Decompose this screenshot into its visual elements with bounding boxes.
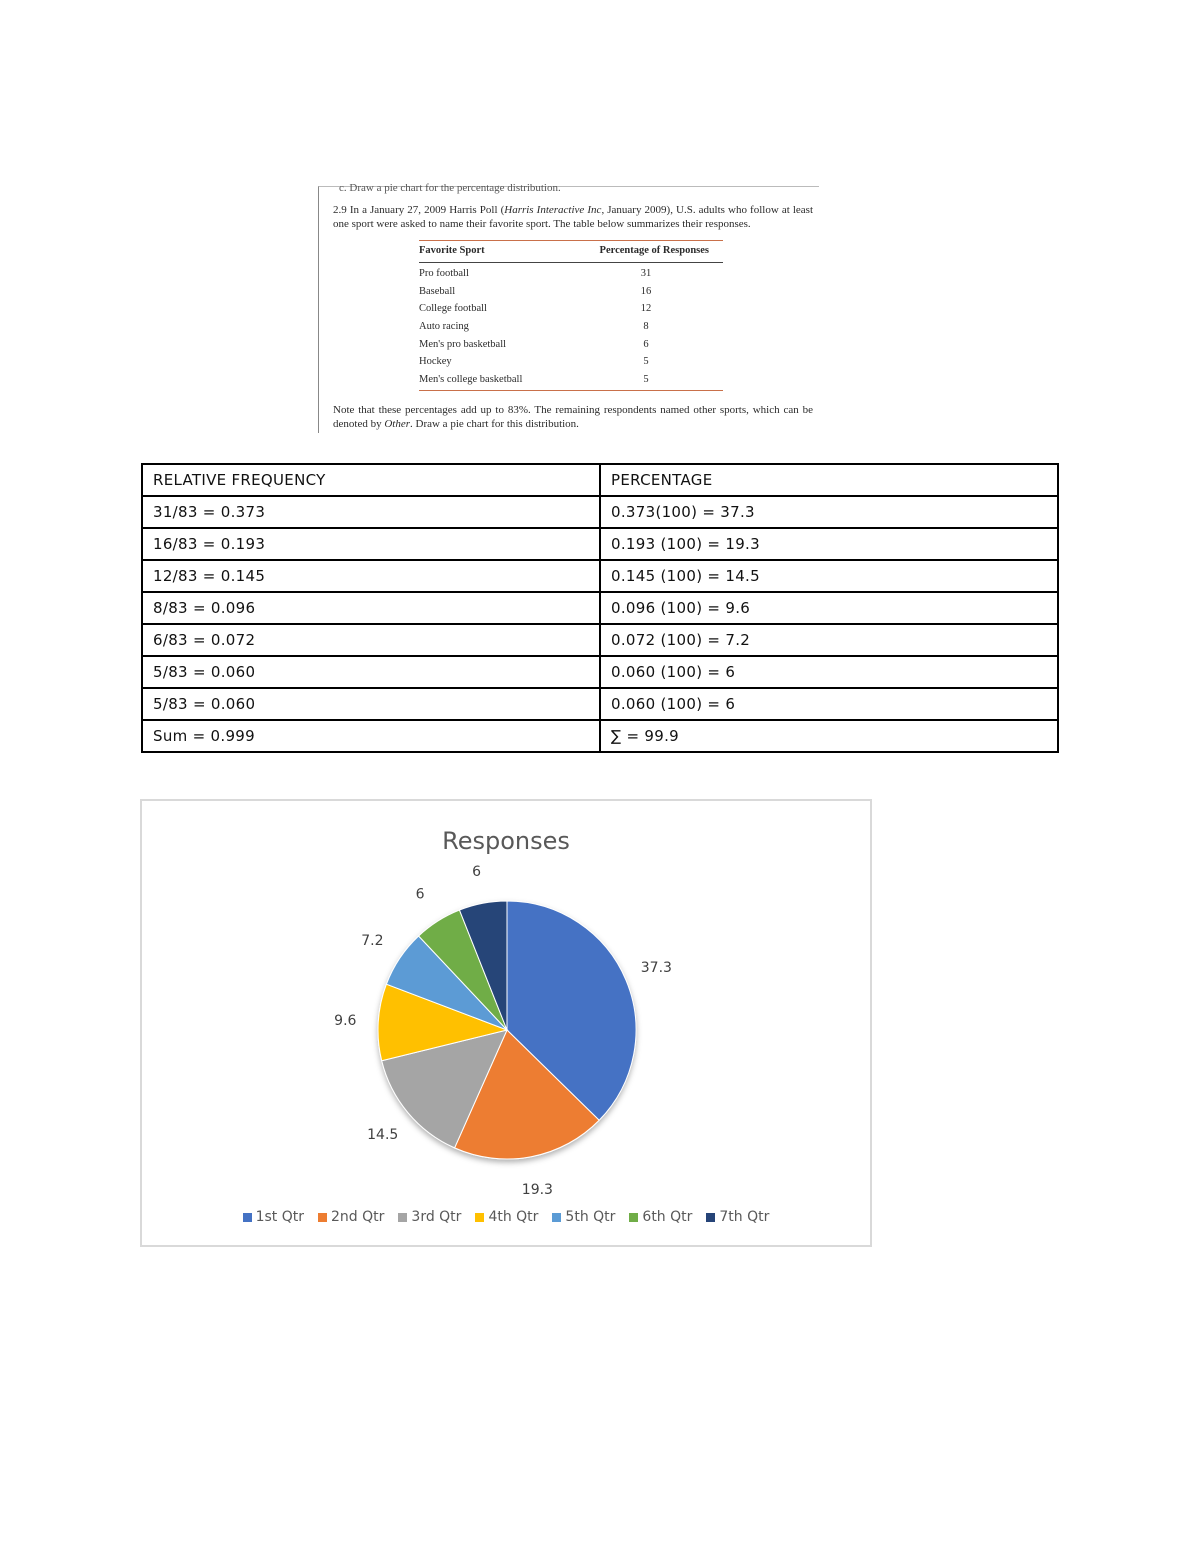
- sport-percentage: 12: [640, 303, 652, 315]
- frequency-table-row: [142, 496, 1058, 528]
- sport-table-body: [419, 263, 723, 390]
- frequency-table-row: [142, 720, 1058, 752]
- legend-item: [243, 1209, 304, 1225]
- relative-frequency-cell: 5/83 = 0.060: [142, 656, 600, 688]
- pie-chart: [140, 799, 872, 1247]
- legend-item: [318, 1209, 384, 1225]
- note-text-end: . Draw a pie chart for this distribution.: [410, 418, 579, 430]
- data-label-5: 7.2: [361, 932, 384, 949]
- relative-frequency-cell: 8/83 = 0.096: [142, 592, 600, 624]
- intro-text: 2.9 In a January 27, 2009 Harris Poll (: [333, 204, 505, 216]
- relative-frequency-cell: Sum = 0.999: [142, 720, 600, 752]
- percentage-cell: 0.145 (100) = 14.5: [600, 560, 1058, 592]
- sport-table-row: [419, 318, 723, 336]
- sport-percentage: 16: [640, 285, 652, 297]
- sport-percentage: 6: [643, 338, 649, 350]
- percentage-cell: ∑ = 99.9: [600, 720, 1058, 752]
- sport-name: Pro football: [419, 268, 469, 279]
- excerpt-intro: [333, 203, 813, 231]
- sport-table-row: [419, 283, 723, 301]
- legend-item: [706, 1209, 769, 1225]
- textbook-excerpt: [318, 182, 819, 433]
- legend-swatch: [629, 1213, 638, 1222]
- data-label-2: 19.3: [521, 1182, 553, 1199]
- sport-name: Men's college basketball: [419, 374, 523, 386]
- excerpt-note: [333, 403, 813, 431]
- relative-frequency-cell: 5/83 = 0.060: [142, 688, 600, 720]
- sport-name: Men's pro basketball: [419, 338, 507, 350]
- data-label-7: 6: [472, 863, 482, 880]
- legend-label: 7th Qtr: [719, 1209, 770, 1225]
- legend-item: [552, 1209, 615, 1225]
- legend-item: [475, 1209, 538, 1225]
- data-label-6: 6: [415, 886, 425, 903]
- legend-label: 6th Qtr: [642, 1209, 693, 1225]
- frequency-table: [141, 463, 1059, 753]
- percentage-cell: 0.373(100) = 37.3: [600, 496, 1058, 528]
- header-favorite-sport: Favorite Sport: [419, 245, 485, 256]
- sport-table-row: [419, 371, 723, 389]
- sport-name: Auto racing: [419, 321, 469, 333]
- sport-table-header: [419, 241, 723, 263]
- note-text: Note that these percentages add up to 83%. The remaining respondents named other sports, which can be denoted by: [333, 404, 813, 430]
- sport-percentage: 5: [643, 374, 649, 386]
- legend-swatch: [706, 1213, 715, 1222]
- chart-title: Responses: [442, 827, 570, 855]
- data-label-1: 37.3: [640, 960, 672, 977]
- legend-swatch: [318, 1213, 327, 1222]
- relative-frequency-cell: 31/83 = 0.373: [142, 496, 600, 528]
- percentage-cell: 0.096 (100) = 9.6: [600, 592, 1058, 624]
- legend-swatch: [475, 1213, 484, 1222]
- frequency-table-row: [142, 592, 1058, 624]
- sport-name: Hockey: [419, 356, 452, 368]
- legend-label: 5th Qtr: [565, 1209, 616, 1225]
- relative-frequency-cell: 16/83 = 0.193: [142, 528, 600, 560]
- legend-label: 2nd Qtr: [331, 1209, 385, 1225]
- pie-slices: [378, 901, 636, 1159]
- sport-name: College football: [419, 303, 487, 315]
- percentage-cell: 0.193 (100) = 19.3: [600, 528, 1058, 560]
- relative-frequency-cell: 6/83 = 0.072: [142, 624, 600, 656]
- frequency-table-body: [142, 464, 1058, 752]
- data-label-3: 14.5: [367, 1126, 399, 1143]
- sport-table-row: [419, 353, 723, 371]
- frequency-table-row: [142, 560, 1058, 592]
- percentage-cell: 0.072 (100) = 7.2: [600, 624, 1058, 656]
- percentage-cell: 0.060 (100) = 6: [600, 688, 1058, 720]
- relative-frequency-cell: 12/83 = 0.145: [142, 560, 600, 592]
- sport-table-row: [419, 300, 723, 318]
- frequency-table-row: [142, 656, 1058, 688]
- header-relative-frequency: RELATIVE FREQUENCY: [142, 464, 600, 496]
- excerpt-cut-line: c. Draw a pie chart for the percentage distribution.: [339, 182, 561, 194]
- note-other: Other: [384, 418, 410, 430]
- data-label-4: 9.6: [334, 1013, 357, 1030]
- frequency-table-row: [142, 624, 1058, 656]
- header-percentage: PERCENTAGE: [600, 464, 1058, 496]
- intro-source: Harris Interactive Inc: [504, 204, 602, 216]
- legend-swatch: [552, 1213, 561, 1222]
- chart-legend: [142, 1209, 870, 1225]
- sport-table: [419, 240, 723, 391]
- legend-swatch: [398, 1213, 407, 1222]
- legend-item: [398, 1209, 461, 1225]
- sport-percentage: 5: [643, 356, 649, 368]
- legend-swatch: [243, 1213, 252, 1222]
- pie-chart-svg: [142, 801, 870, 1245]
- frequency-table-header: [142, 464, 1058, 496]
- sport-percentage: 8: [643, 321, 649, 333]
- intro-text-end: , January 2009), U.S. adults who follow at least one sport were asked to name their favorite sport. The table below summarizes their responses.: [333, 204, 814, 230]
- legend-label: 3rd Qtr: [411, 1209, 462, 1225]
- sport-name: Baseball: [419, 285, 456, 297]
- legend-item: [629, 1209, 692, 1225]
- legend-label: 4th Qtr: [488, 1209, 539, 1225]
- sport-table-row: [419, 336, 723, 354]
- legend-label: 1st Qtr: [255, 1209, 305, 1225]
- header-percentage: Percentage of Responses: [599, 245, 709, 256]
- frequency-table-row: [142, 528, 1058, 560]
- frequency-table-row: [142, 688, 1058, 720]
- sport-table-row: [419, 265, 723, 283]
- percentage-cell: 0.060 (100) = 6: [600, 656, 1058, 688]
- sport-percentage: 31: [640, 268, 652, 279]
